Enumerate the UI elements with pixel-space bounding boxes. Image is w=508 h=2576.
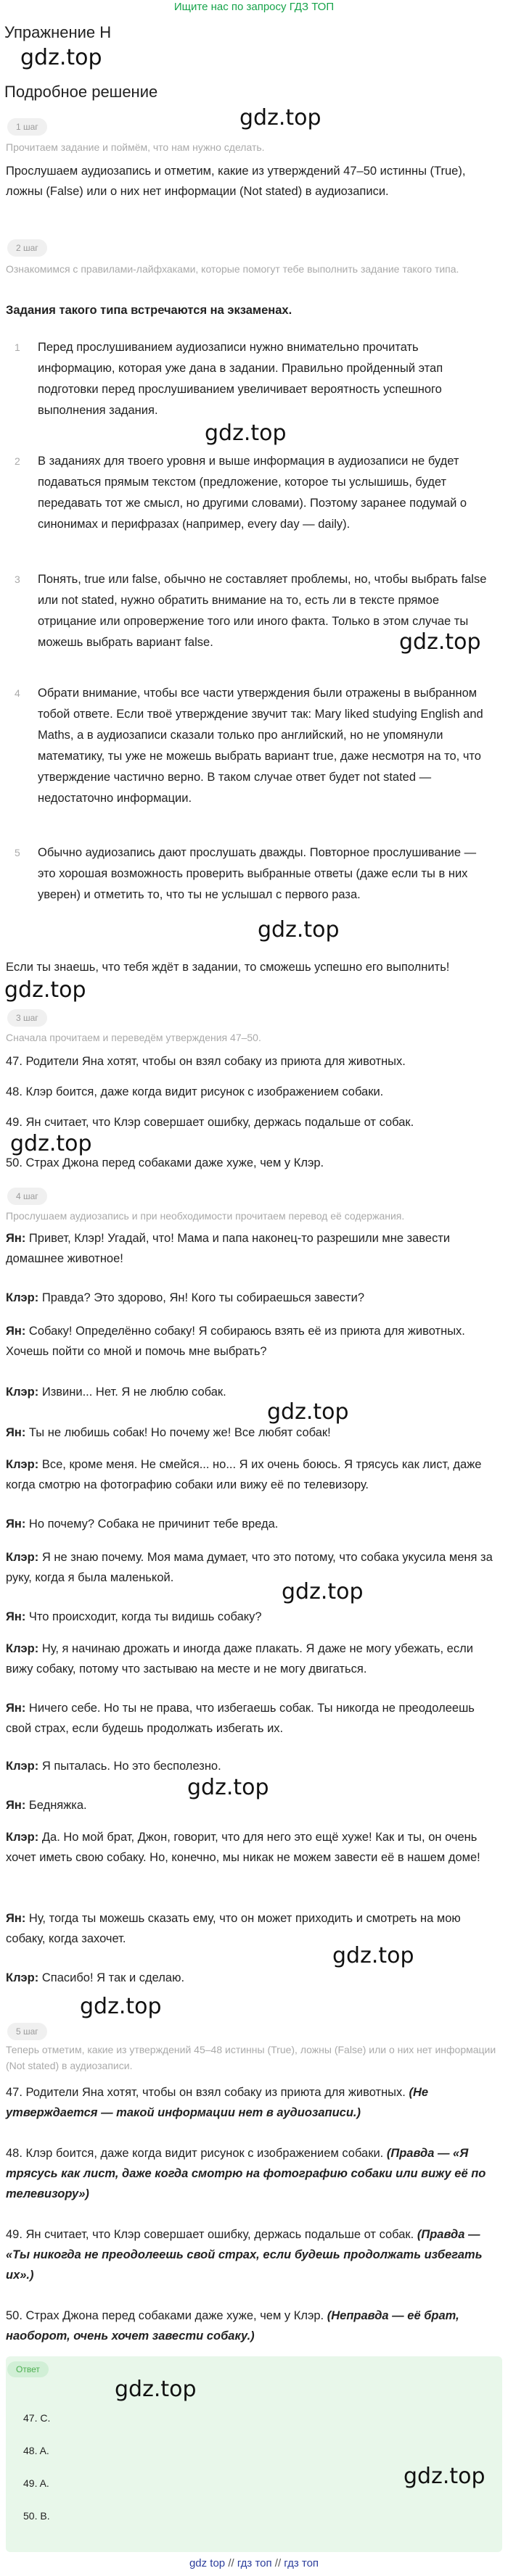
answer-item: 48. A. (23, 2445, 49, 2456)
watermark: gdz.top (10, 1131, 92, 1156)
step1-sub: Прочитаем задание и поймём, что нам нужно сделать. (6, 141, 265, 153)
statement-47: 47. Родители Яна хотят, чтобы он взял собаку из приюта для животных. (6, 1055, 406, 1068)
answer-explanation: 50. Страх Джона перед собаками даже хуже, чем у Клэр. (Неправда — её брат, наоборот, очень хочет завести собаку.) (6, 2309, 459, 2343)
step1-text: Прослушаем аудиозапись и отметим, какие из утверждений 47–50 истинны (True), ложны (False) или о них нет информации (Not stated) в аудиозаписи. (6, 165, 466, 198)
watermark: gdz.top (80, 1994, 162, 2019)
watermark: gdz.top (267, 1399, 349, 1425)
step3-sub: Сначала прочитаем и переведём утверждения 47–50. (6, 1032, 261, 1043)
footer-separator: // (228, 2557, 234, 2569)
tip-text: Обрати внимание, чтобы все части утверждения были отражены в выбранном тобой ответе. Если твоё утверждение звучит так: Mary liked studying English and Maths, а в аудиозаписи сказали только про английский, но не упомянули математику, ты уже не можешь выбрать вариант true, даже несмотря на то, что утверждение частично верно. В таком случае ответ будет not stated — недостаточно информации. (38, 687, 483, 805)
tip-text: Обычно аудиозапись дают прослушать дважды. Повторное прослушивание — это хорошая возможность проверить выбранные ответы (даже если ты в них уверен) и отметить то, что ты не услышал с первого раза. (38, 846, 477, 901)
tip-number: 3 (15, 573, 20, 585)
answer-item: 49. A. (23, 2477, 49, 2489)
statement-50: 50. Страх Джона перед собаками даже хуже, чем у Клэр. (6, 1156, 324, 1169)
answer-item: 50. B. (23, 2510, 50, 2522)
step5-sub: Теперь отметим, какие из утверждений 45–48 истинны (True), ложны (False) или о них нет информации (Not stated) в аудиозаписи. (6, 2044, 496, 2071)
step-badge-4: 4 шаг (7, 1188, 47, 1205)
answer-box (6, 2356, 502, 2552)
dialogue-line: Ян: Ничего себе. Но ты не права, что избегаешь собак. Ты никогда не преодолеешь свой страх, если будешь продолжать избегать их. (6, 1702, 475, 1735)
dialogue-line: Ян: Собаку! Определённо собаку! Я собираюсь взять её из приюта для животных. Хочешь пойти со мной и помочь мне выбрать? (6, 1325, 465, 1358)
watermark: gdz.top (282, 1579, 364, 1604)
footer-link[interactable]: gdz top (189, 2557, 226, 2569)
dialogue-line: Клэр: Все, кроме меня. Не смейся... но... Я их очень боюсь. Я трясусь как лист, даже когда смотрю на фотографию собаки или вижу её по телевизору. (6, 1458, 482, 1491)
answer-item: 47. C. (23, 2412, 51, 2424)
dialogue-line: Ян: Ну, тогда ты можешь сказать ему, что он может приходить и смотреть на мою собаку, когда захочет. (6, 1912, 461, 1945)
dialogue-line: Клэр: Спасибо! Я так и сделаю. (6, 1971, 185, 1984)
step2-sub: Ознакомимся с правилами-лайфхаками, которые помогут тебе выполнить задание такого типа. (6, 263, 459, 275)
answer-explanation: 47. Родители Яна хотят, чтобы он взял собаку из приюта для животных. (Не утверждается — такой информации нет в аудиозаписи.) (6, 2086, 429, 2119)
watermark: gdz.top (20, 45, 102, 70)
section-subtitle: Подробное решение (4, 83, 158, 101)
tip-number: 1 (15, 341, 20, 353)
dialogue-line: Клэр: Извини... Нет. Я не люблю собак. (6, 1386, 226, 1399)
step4-sub: Прослушаем аудиозапись и при необходимости прочитаем перевод её содержания. (6, 1210, 405, 1222)
dialogue-line: Ян: Привет, Клэр! Угадай, что! Мама и папа наконец-то разрешили мне завести домашнее животное! (6, 1232, 451, 1265)
watermark: gdz.top (399, 629, 481, 655)
dialogue-line: Ян: Ты не любишь собак! Но почему же! Все любят собак! (6, 1426, 331, 1439)
step-badge-2: 2 шаг (7, 239, 47, 257)
answer-explanation: 49. Ян считает, что Клэр совершает ошибку, держась подальше от собак. (Правда — «Ты никогда не преодолеешь свой страх, если будешь продолжать избегать их».) (6, 2228, 483, 2282)
dialogue-line: Клэр: Ну, я начинаю дрожать и иногда даже плакать. Я даже не могу убежать, если вижу собаку, потому что застываю на месте и не могу двигаться. (6, 1642, 473, 1676)
watermark: gdz.top (205, 421, 287, 446)
step-badge-1: 1 шаг (7, 118, 47, 136)
answer-explanation: 48. Клэр боится, даже когда видит рисунок с изображением собаки. (Правда — «Я трясусь как лист, даже когда смотрю на фотографию собаки или вижу её по телевизору») (6, 2147, 486, 2200)
dialogue-line: Клэр: Правда? Это здорово, Ян! Кого ты собираешься завести? (6, 1291, 364, 1304)
page-title: Упражнение H (4, 23, 112, 41)
step2-heading: Задания такого типа встречаются на экзаменах. (6, 304, 292, 317)
step2-closing: Если ты знаешь, что тебя ждёт в задании, то сможешь успешно его выполнить! (6, 961, 450, 974)
tip-text: Перед прослушиванием аудиозаписи нужно внимательно прочитать информацию, которая уже дана в задании. Правильно пройденный этап подготовки перед прослушиванием увеличивает вероятность успешного выполнения задания. (38, 341, 443, 417)
footer-separator: // (274, 2557, 282, 2569)
watermark: gdz.top (403, 2464, 486, 2489)
tip-text: Понять, true или false, обычно не составляет проблемы, но, чтобы выбрать false или not stated, нужно обратить внимание на то, есть ли в тексте прямое отрицание или опровержение того или иного факта. Только в этом случае ты можешь выбрать вариант false. (38, 573, 487, 649)
dialogue-line: Клэр: Я не знаю почему. Моя мама думает, что это потому, что собака укусила меня за руку, когда я была маленькой. (6, 1551, 493, 1584)
statement-48: 48. Клэр боится, даже когда видит рисунок с изображением собаки. (6, 1085, 384, 1098)
step-badge-5: 5 шаг (7, 2023, 47, 2040)
watermark: gdz.top (332, 1943, 414, 1968)
footer (0, 2557, 508, 2569)
answer-badge: Ответ (7, 2361, 49, 2377)
dialogue-line: Клэр: Я пыталась. Но это бесполезно. (6, 1760, 221, 1773)
tip-number: 2 (15, 455, 20, 467)
footer-link[interactable]: гдз топ (284, 2557, 319, 2569)
footer-link[interactable]: гдз топ (237, 2557, 272, 2569)
step-badge-3: 3 шаг (7, 1009, 47, 1027)
dialogue-line: Ян: Что происходит, когда ты видишь собаку? (6, 1610, 262, 1623)
dialogue-line: Клэр: Да. Но мой брат, Джон, говорит, что для него это ещё хуже! Как и ты, он очень хочет иметь свою собаку. Но, конечно, мы никак не можем завести её в нашем доме! (6, 1831, 480, 1864)
watermark: gdz.top (258, 917, 340, 943)
watermark: gdz.top (115, 2377, 197, 2402)
tip-number: 5 (15, 847, 20, 858)
top-link[interactable]: Ищите нас по запросу ГДЗ ТОП (173, 1, 335, 13)
dialogue-line: Ян: Но почему? Собака не причинит тебе вреда. (6, 1517, 279, 1531)
watermark: gdz.top (187, 1775, 269, 1800)
dialogue-line: Ян: Бедняжка. (6, 1799, 87, 1812)
statement-49: 49. Ян считает, что Клэр совершает ошибку, держась подальше от собак. (6, 1116, 414, 1129)
watermark: gdz.top (239, 105, 321, 131)
tip-text: В заданиях для твоего уровня и выше информация в аудиозаписи не будет подаваться прямым текстом (предложение, которое ты услышишь, будет передавать тот же смысл, но другими словами). Поэтому заранее подумай о синонимах и перифразах (например, every day — daily). (38, 455, 467, 531)
tip-number: 4 (15, 687, 20, 699)
watermark: gdz.top (4, 977, 86, 1003)
